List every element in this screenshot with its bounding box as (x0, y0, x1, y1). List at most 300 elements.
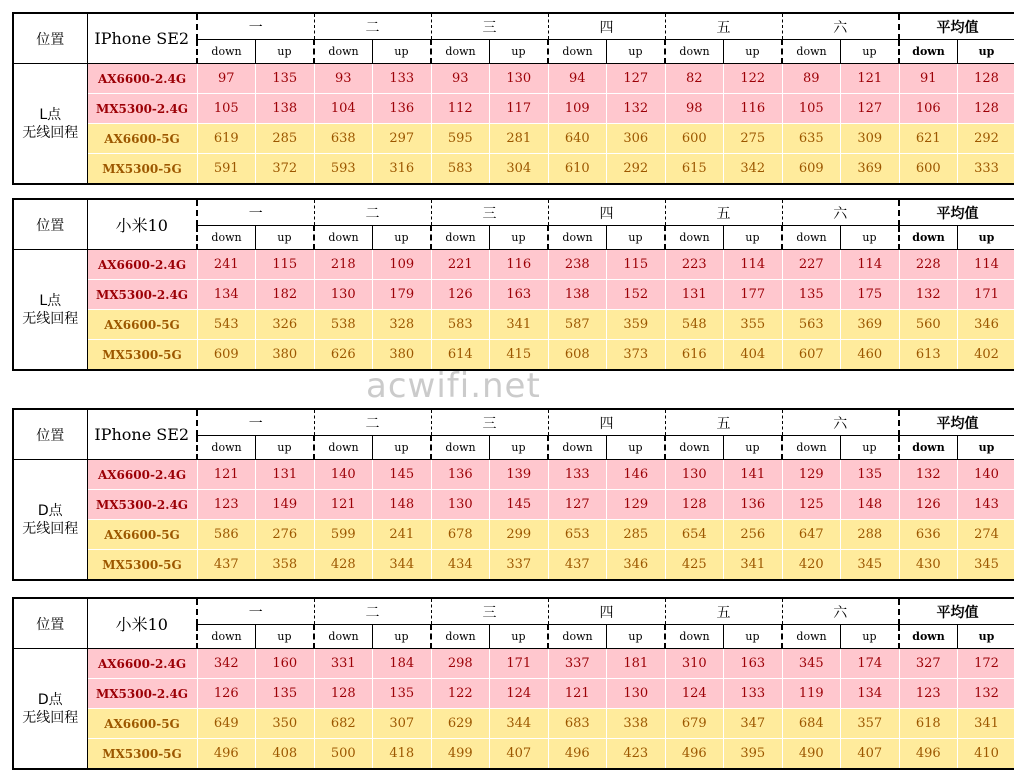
day-header: 四 (548, 13, 665, 40)
speed-value: 614 (431, 340, 490, 371)
up-subheader: up (958, 436, 1014, 460)
speed-value: 434 (431, 550, 490, 581)
speed-value: 163 (724, 649, 783, 679)
up-subheader: up (256, 40, 315, 64)
location-label: L点 (39, 292, 62, 309)
speed-value: 274 (958, 520, 1014, 550)
up-subheader: up (724, 226, 783, 250)
device-name: IPhone SE2 (87, 409, 197, 460)
speed-value: 428 (314, 550, 373, 581)
speed-value: 599 (314, 520, 373, 550)
up-subheader: up (490, 40, 549, 64)
speed-value: 171 (958, 280, 1014, 310)
speed-value: 152 (607, 280, 666, 310)
speed-value: 621 (899, 124, 958, 154)
up-subheader: up (841, 436, 900, 460)
speed-value: 346 (607, 550, 666, 581)
speed-value: 98 (665, 94, 724, 124)
down-subheader: down (899, 625, 958, 649)
speed-value: 418 (373, 739, 432, 770)
table-row (13, 679, 1014, 709)
location-label: D点 (37, 502, 63, 519)
speed-value: 607 (782, 340, 841, 371)
day-header: 三 (431, 199, 548, 226)
speed-value: 124 (490, 679, 549, 709)
table-row (13, 280, 1014, 310)
speed-value: 145 (490, 490, 549, 520)
speed-value: 372 (256, 154, 315, 185)
day-header: 二 (314, 199, 431, 226)
router-model: MX5300-5G (87, 154, 197, 185)
results-table-block (12, 12, 1007, 185)
results-table (12, 12, 1014, 185)
speed-value: 420 (782, 550, 841, 581)
speed-value: 684 (782, 709, 841, 739)
speed-value: 600 (899, 154, 958, 185)
speed-value: 135 (373, 679, 432, 709)
speed-value: 123 (899, 679, 958, 709)
speed-value: 105 (197, 94, 256, 124)
speed-value: 128 (665, 490, 724, 520)
down-subheader: down (548, 436, 607, 460)
up-subheader: up (958, 226, 1014, 250)
day-header: 五 (665, 598, 782, 625)
down-subheader: down (197, 436, 256, 460)
speed-value: 125 (782, 490, 841, 520)
average-header: 平均值 (899, 598, 1014, 625)
speed-value: 653 (548, 520, 607, 550)
speed-value: 227 (782, 250, 841, 280)
down-subheader: down (782, 40, 841, 64)
results-table (12, 597, 1014, 770)
speed-value: 128 (958, 94, 1014, 124)
speed-value: 94 (548, 64, 607, 94)
speed-value: 127 (841, 94, 900, 124)
down-subheader: down (665, 226, 724, 250)
speed-value: 344 (490, 709, 549, 739)
speed-value: 345 (841, 550, 900, 581)
speed-value: 583 (431, 310, 490, 340)
speed-value: 423 (607, 739, 666, 770)
speed-value: 135 (841, 460, 900, 490)
location-label: 无线回程 (22, 310, 79, 327)
speed-value: 618 (899, 709, 958, 739)
speed-value: 619 (197, 124, 256, 154)
position-header: 位置 (13, 199, 87, 250)
speed-value: 344 (373, 550, 432, 581)
down-subheader: down (431, 40, 490, 64)
day-header: 五 (665, 199, 782, 226)
speed-value: 490 (782, 739, 841, 770)
day-header: 一 (197, 13, 314, 40)
day-header: 一 (197, 199, 314, 226)
down-subheader: down (197, 40, 256, 64)
speed-value: 138 (256, 94, 315, 124)
up-subheader: up (373, 226, 432, 250)
speed-value: 134 (197, 280, 256, 310)
speed-value: 172 (958, 649, 1014, 679)
speed-value: 342 (197, 649, 256, 679)
table-row (13, 490, 1014, 520)
speed-value: 610 (548, 154, 607, 185)
speed-value: 560 (899, 310, 958, 340)
speed-value: 116 (724, 94, 783, 124)
speed-value: 91 (899, 64, 958, 94)
speed-value: 124 (665, 679, 724, 709)
router-model: MX5300-5G (87, 340, 197, 371)
speed-value: 425 (665, 550, 724, 581)
down-subheader: down (665, 625, 724, 649)
up-subheader: up (841, 40, 900, 64)
day-header: 五 (665, 409, 782, 436)
speed-value: 309 (841, 124, 900, 154)
speed-value: 109 (373, 250, 432, 280)
speed-value: 182 (256, 280, 315, 310)
speed-value: 299 (490, 520, 549, 550)
speed-value: 331 (314, 649, 373, 679)
speed-value: 640 (548, 124, 607, 154)
speed-value: 500 (314, 739, 373, 770)
table-row (13, 709, 1014, 739)
router-model: MX5300-2.4G (87, 280, 197, 310)
speed-value: 119 (782, 679, 841, 709)
day-header: 二 (314, 409, 431, 436)
position-header: 位置 (13, 13, 87, 64)
day-header: 三 (431, 13, 548, 40)
table-row (13, 649, 1014, 679)
down-subheader: down (314, 226, 373, 250)
speed-value: 316 (373, 154, 432, 185)
results-table (12, 198, 1014, 371)
speed-value: 629 (431, 709, 490, 739)
speed-value: 678 (431, 520, 490, 550)
speed-value: 496 (665, 739, 724, 770)
speed-value: 345 (782, 649, 841, 679)
table-row (13, 64, 1014, 94)
table-row (13, 94, 1014, 124)
speed-value: 407 (841, 739, 900, 770)
speed-value: 93 (431, 64, 490, 94)
speed-value: 256 (724, 520, 783, 550)
speed-value: 326 (256, 310, 315, 340)
speed-value: 338 (607, 709, 666, 739)
speed-value: 146 (607, 460, 666, 490)
speed-value: 548 (665, 310, 724, 340)
speed-value: 238 (548, 250, 607, 280)
position-header: 位置 (13, 409, 87, 460)
up-subheader: up (724, 436, 783, 460)
table-row (13, 154, 1014, 185)
down-subheader: down (899, 40, 958, 64)
speed-value: 410 (958, 739, 1014, 770)
speed-value: 228 (899, 250, 958, 280)
speed-value: 112 (431, 94, 490, 124)
up-subheader: up (841, 625, 900, 649)
speed-value: 129 (607, 490, 666, 520)
speed-value: 380 (373, 340, 432, 371)
down-subheader: down (197, 226, 256, 250)
speed-value: 129 (782, 460, 841, 490)
speed-value: 373 (607, 340, 666, 371)
speed-value: 177 (724, 280, 783, 310)
average-header: 平均值 (899, 199, 1014, 226)
speed-value: 649 (197, 709, 256, 739)
speed-value: 635 (782, 124, 841, 154)
speed-value: 133 (724, 679, 783, 709)
speed-value: 184 (373, 649, 432, 679)
results-table (12, 408, 1014, 581)
up-subheader: up (958, 40, 1014, 64)
up-subheader: up (373, 625, 432, 649)
location-cell (13, 649, 87, 770)
up-subheader: up (607, 436, 666, 460)
speed-value: 148 (373, 490, 432, 520)
speed-value: 93 (314, 64, 373, 94)
speed-value: 310 (665, 649, 724, 679)
speed-value: 563 (782, 310, 841, 340)
speed-value: 130 (431, 490, 490, 520)
speed-value: 223 (665, 250, 724, 280)
speed-value: 145 (373, 460, 432, 490)
average-header: 平均值 (899, 13, 1014, 40)
speed-value: 538 (314, 310, 373, 340)
speed-value: 345 (958, 550, 1014, 581)
speed-value: 181 (607, 649, 666, 679)
speed-value: 341 (958, 709, 1014, 739)
speed-value: 337 (548, 649, 607, 679)
up-subheader: up (724, 40, 783, 64)
speed-value: 89 (782, 64, 841, 94)
speed-value: 133 (548, 460, 607, 490)
up-subheader: up (607, 625, 666, 649)
day-header: 六 (782, 409, 899, 436)
speed-value: 143 (958, 490, 1014, 520)
router-model: AX6600-2.4G (87, 64, 197, 94)
speed-value: 104 (314, 94, 373, 124)
location-label: 无线回程 (22, 124, 79, 141)
router-model: AX6600-2.4G (87, 250, 197, 280)
speed-value: 121 (197, 460, 256, 490)
day-header: 一 (197, 598, 314, 625)
device-name: IPhone SE2 (87, 13, 197, 64)
table-row (13, 460, 1014, 490)
results-table-block (12, 198, 1007, 371)
speed-value: 350 (256, 709, 315, 739)
speed-value: 616 (665, 340, 724, 371)
router-model: MX5300-2.4G (87, 490, 197, 520)
speed-value: 337 (490, 550, 549, 581)
router-model: MX5300-5G (87, 550, 197, 581)
speed-value: 437 (548, 550, 607, 581)
speed-value: 126 (197, 679, 256, 709)
up-subheader: up (607, 40, 666, 64)
day-header: 一 (197, 409, 314, 436)
speed-value: 221 (431, 250, 490, 280)
router-model: MX5300-5G (87, 739, 197, 770)
speed-value: 241 (373, 520, 432, 550)
speed-value: 683 (548, 709, 607, 739)
speed-value: 341 (490, 310, 549, 340)
speed-value: 136 (373, 94, 432, 124)
speed-value: 636 (899, 520, 958, 550)
table-row (13, 520, 1014, 550)
speed-value: 298 (431, 649, 490, 679)
down-subheader: down (431, 625, 490, 649)
speed-value: 496 (899, 739, 958, 770)
speed-value: 140 (314, 460, 373, 490)
speed-value: 327 (899, 649, 958, 679)
up-subheader: up (724, 625, 783, 649)
day-header: 六 (782, 598, 899, 625)
speed-value: 122 (724, 64, 783, 94)
down-subheader: down (665, 436, 724, 460)
speed-value: 626 (314, 340, 373, 371)
down-subheader: down (548, 625, 607, 649)
speed-value: 297 (373, 124, 432, 154)
speed-value: 654 (665, 520, 724, 550)
speed-value: 127 (607, 64, 666, 94)
down-subheader: down (782, 226, 841, 250)
speed-value: 117 (490, 94, 549, 124)
speed-value: 281 (490, 124, 549, 154)
speed-value: 407 (490, 739, 549, 770)
table-row (13, 739, 1014, 770)
up-subheader: up (607, 226, 666, 250)
up-subheader: up (256, 226, 315, 250)
down-subheader: down (314, 436, 373, 460)
speed-value: 135 (256, 679, 315, 709)
speed-value: 307 (373, 709, 432, 739)
speed-value: 135 (256, 64, 315, 94)
speed-value: 357 (841, 709, 900, 739)
speed-value: 174 (841, 649, 900, 679)
speed-value: 126 (431, 280, 490, 310)
down-subheader: down (314, 625, 373, 649)
speed-value: 460 (841, 340, 900, 371)
up-subheader: up (373, 436, 432, 460)
speed-value: 128 (314, 679, 373, 709)
router-model: MX5300-2.4G (87, 94, 197, 124)
speed-value: 121 (841, 64, 900, 94)
speed-value: 679 (665, 709, 724, 739)
speed-value: 430 (899, 550, 958, 581)
speed-value: 82 (665, 64, 724, 94)
speed-value: 121 (548, 679, 607, 709)
table-row (13, 310, 1014, 340)
speed-value: 130 (314, 280, 373, 310)
up-subheader: up (490, 625, 549, 649)
speed-value: 130 (607, 679, 666, 709)
router-model: AX6600-5G (87, 520, 197, 550)
speed-value: 369 (841, 310, 900, 340)
speed-value: 179 (373, 280, 432, 310)
up-subheader: up (958, 625, 1014, 649)
day-header: 二 (314, 13, 431, 40)
speed-value: 586 (197, 520, 256, 550)
down-subheader: down (899, 436, 958, 460)
router-model: AX6600-5G (87, 310, 197, 340)
speed-value: 647 (782, 520, 841, 550)
speed-value: 131 (256, 460, 315, 490)
speed-value: 496 (197, 739, 256, 770)
speed-value: 132 (607, 94, 666, 124)
speed-value: 106 (899, 94, 958, 124)
speed-value: 346 (958, 310, 1014, 340)
average-header: 平均值 (899, 409, 1014, 436)
day-header: 六 (782, 13, 899, 40)
speed-value: 122 (431, 679, 490, 709)
speed-value: 682 (314, 709, 373, 739)
speed-value: 140 (958, 460, 1014, 490)
speed-value: 496 (548, 739, 607, 770)
speed-value: 638 (314, 124, 373, 154)
speed-value: 218 (314, 250, 373, 280)
table-row (13, 550, 1014, 581)
up-subheader: up (256, 436, 315, 460)
down-subheader: down (782, 625, 841, 649)
speed-value: 369 (841, 154, 900, 185)
table-row (13, 124, 1014, 154)
speed-value: 132 (899, 460, 958, 490)
speed-value: 342 (724, 154, 783, 185)
location-label: 无线回程 (22, 520, 79, 537)
speed-value: 115 (256, 250, 315, 280)
day-header: 三 (431, 598, 548, 625)
position-header: 位置 (13, 598, 87, 649)
speed-value: 593 (314, 154, 373, 185)
router-model: AX6600-5G (87, 124, 197, 154)
speed-value: 380 (256, 340, 315, 371)
speed-value: 130 (665, 460, 724, 490)
day-header: 五 (665, 13, 782, 40)
speed-value: 437 (197, 550, 256, 581)
up-subheader: up (490, 226, 549, 250)
speed-value: 288 (841, 520, 900, 550)
speed-value: 133 (373, 64, 432, 94)
speed-value: 275 (724, 124, 783, 154)
speed-value: 613 (899, 340, 958, 371)
speed-value: 241 (197, 250, 256, 280)
results-table-block (12, 408, 1007, 581)
speed-value: 583 (431, 154, 490, 185)
speed-value: 292 (958, 124, 1014, 154)
speed-value: 109 (548, 94, 607, 124)
speed-value: 328 (373, 310, 432, 340)
speed-value: 358 (256, 550, 315, 581)
speed-value: 499 (431, 739, 490, 770)
speed-value: 97 (197, 64, 256, 94)
speed-value: 359 (607, 310, 666, 340)
location-label: 无线回程 (22, 709, 79, 726)
speed-value: 138 (548, 280, 607, 310)
day-header: 四 (548, 598, 665, 625)
speed-value: 276 (256, 520, 315, 550)
day-header: 六 (782, 199, 899, 226)
speed-value: 132 (899, 280, 958, 310)
speed-value: 591 (197, 154, 256, 185)
speed-value: 134 (841, 679, 900, 709)
speed-value: 587 (548, 310, 607, 340)
speed-value: 136 (431, 460, 490, 490)
speed-value: 139 (490, 460, 549, 490)
speed-value: 135 (782, 280, 841, 310)
speed-value: 127 (548, 490, 607, 520)
speed-value: 126 (899, 490, 958, 520)
location-label: L点 (39, 106, 62, 123)
speed-value: 121 (314, 490, 373, 520)
speed-value: 600 (665, 124, 724, 154)
day-header: 三 (431, 409, 548, 436)
